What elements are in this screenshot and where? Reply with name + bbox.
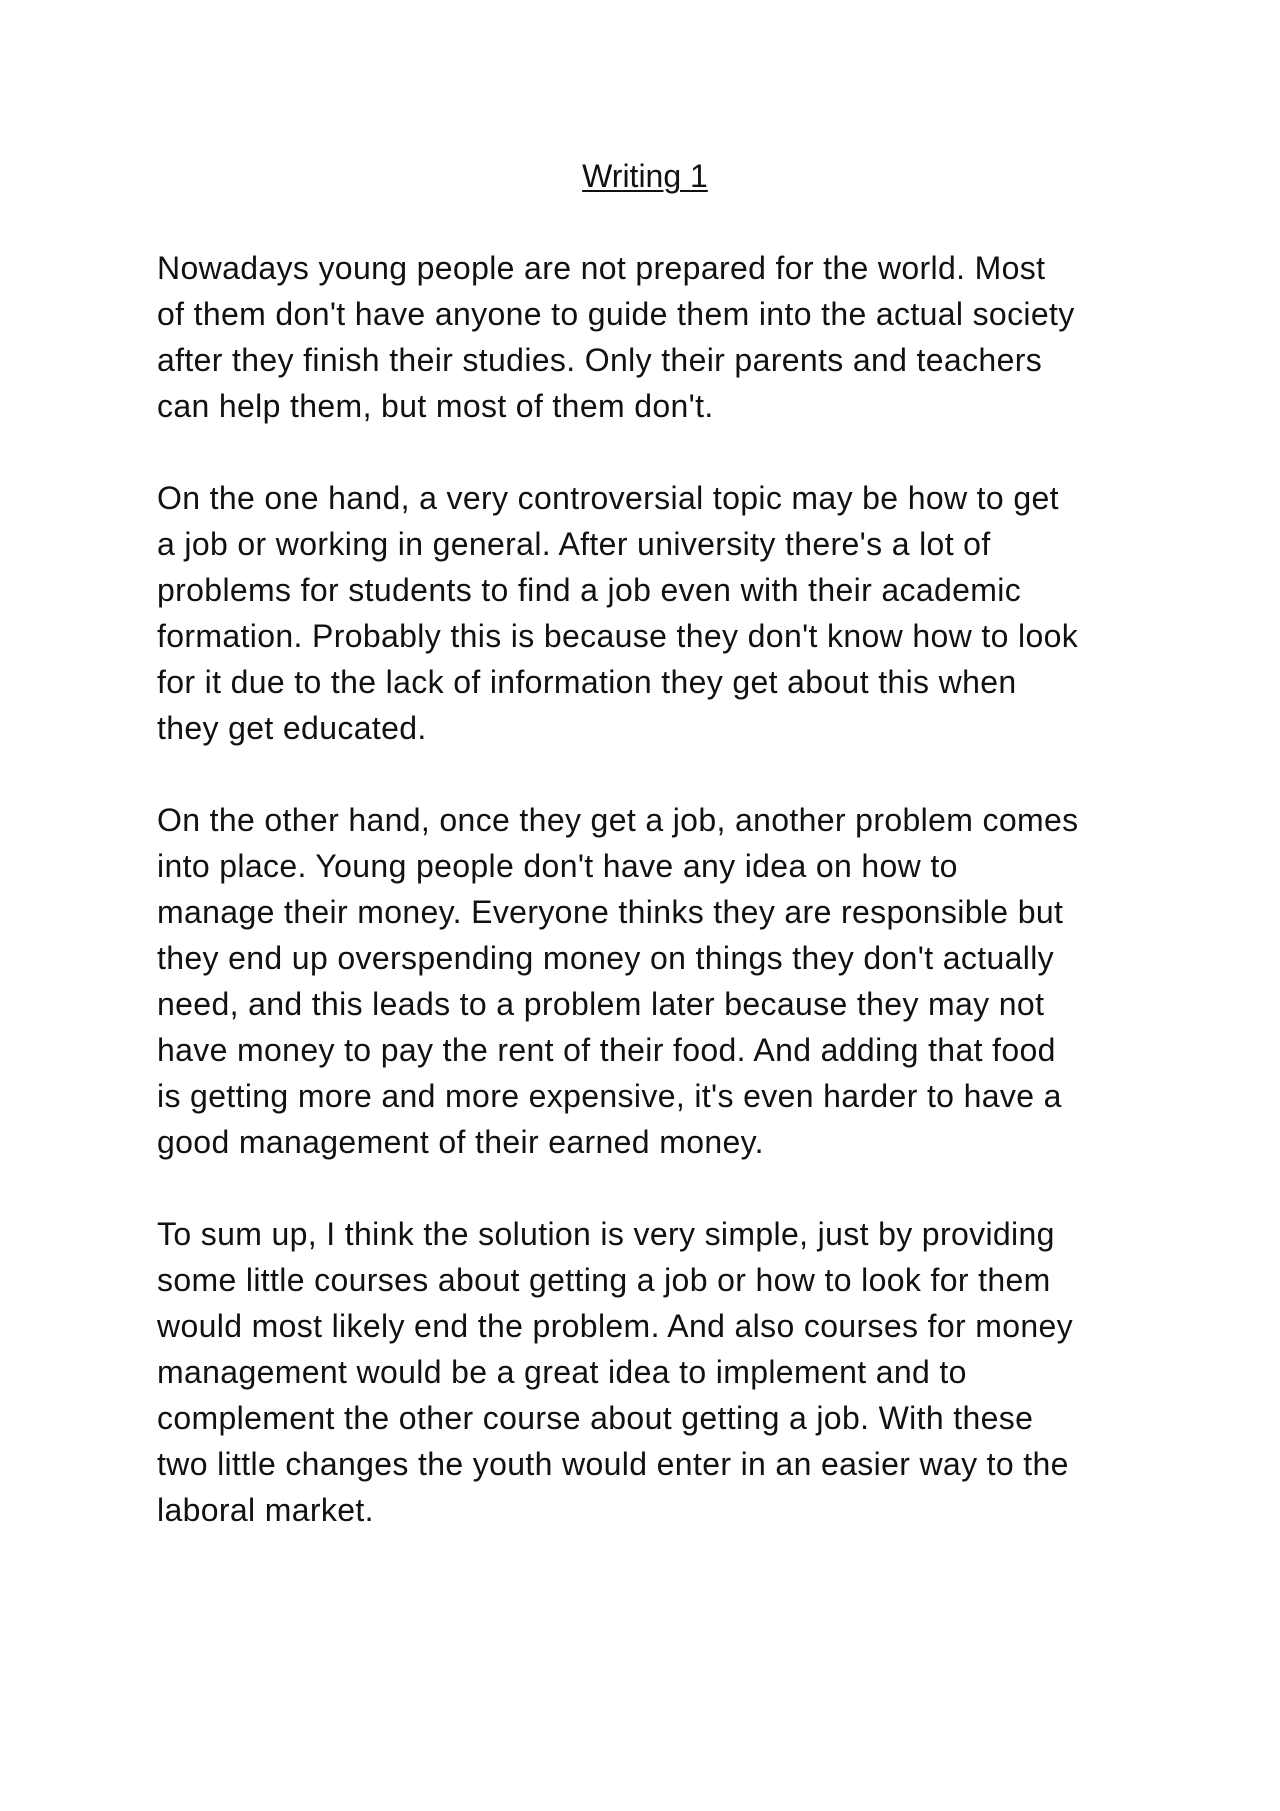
paragraph-one-hand <box>157 475 1157 751</box>
text-line: into place. Young people don't have any idea on how to <box>157 848 958 884</box>
text-line: On the other hand, once they get a job, another problem comes <box>157 802 1079 838</box>
paragraph-intro <box>157 245 1157 429</box>
text-line: some little courses about getting a job or how to look for them <box>157 1262 1051 1298</box>
text-line: good management of their earned money. <box>157 1124 764 1160</box>
text-line: they get educated. <box>157 710 427 746</box>
text-line: To sum up, I think the solution is very simple, just by providing <box>157 1216 1055 1252</box>
text-line: is getting more and more expensive, it's even harder to have a <box>157 1078 1062 1114</box>
text-line: formation. Probably this is because they don't know how to look <box>157 618 1079 654</box>
text-line: of them don't have anyone to guide them into the actual society <box>157 296 1075 332</box>
text-line: have money to pay the rent of their food. And adding that food <box>157 1032 1056 1068</box>
text-line: for it due to the lack of information they get about this when <box>157 664 1017 700</box>
text-line: need, and this leads to a problem later because they may not <box>157 986 1045 1022</box>
document-title: Writing 1 <box>582 158 708 194</box>
text-line: can help them, but most of them don't. <box>157 388 714 424</box>
text-line: On the one hand, a very controversial topic may be how to get <box>157 480 1059 516</box>
text-line: they end up overspending money on things they don't actually <box>157 940 1055 976</box>
text-line: laboral market. <box>157 1492 374 1528</box>
text-line: two little changes the youth would enter in an easier way to the <box>157 1446 1069 1482</box>
text-line: management would be a great idea to implement and to <box>157 1354 967 1390</box>
text-line: would most likely end the problem. And also courses for money <box>157 1308 1074 1344</box>
text-line: manage their money. Everyone thinks they are responsible but <box>157 894 1064 930</box>
text-line: a job or working in general. After university there's a lot of <box>157 526 991 562</box>
text-line: after they finish their studies. Only their parents and teachers <box>157 342 1043 378</box>
paragraph-other-hand <box>157 797 1157 1165</box>
text-line: complement the other course about getting a job. With these <box>157 1400 1034 1436</box>
text-line: Nowadays young people are not prepared for the world. Most <box>157 250 1046 286</box>
text-line: problems for students to find a job even with their academic <box>157 572 1022 608</box>
document-body <box>157 245 1157 1579</box>
paragraph-conclusion <box>157 1211 1157 1533</box>
